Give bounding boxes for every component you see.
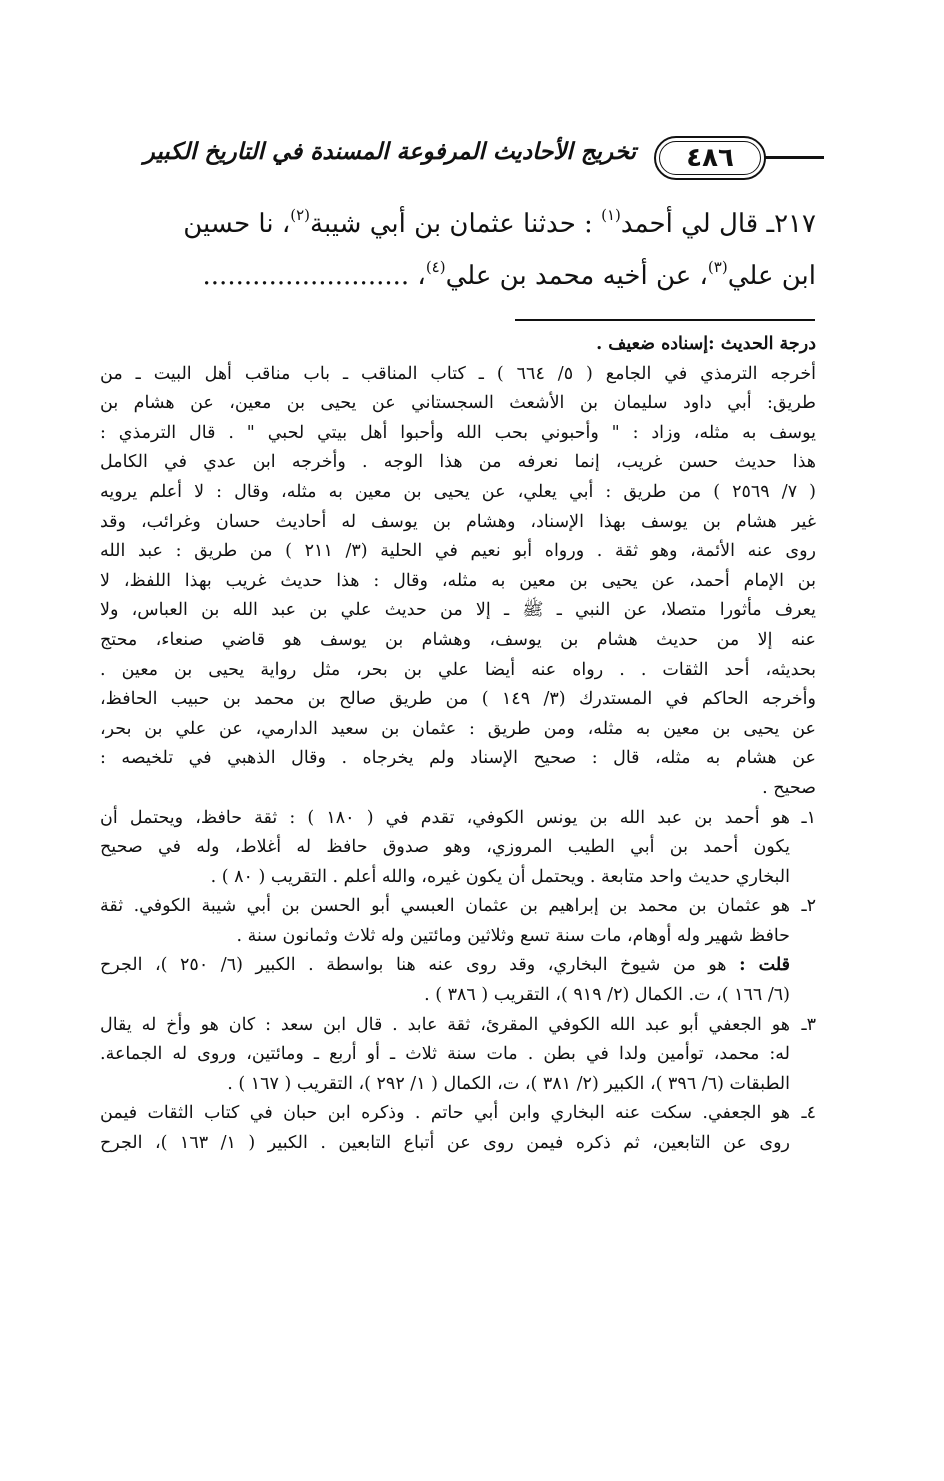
footnote-line: روى عن التابعين، ثم ذكره فيمن روى عن أتباع التابعين . الكبير ( ١/ ١٦٣ )، الجرح xyxy=(100,1133,790,1154)
hadith-line-2 xyxy=(100,250,816,302)
footnote-2 xyxy=(100,892,816,1010)
takhrij-line: هذا حديث حسن غريب، إنما نعرفه من هذا الوجه . وأخرجه ابن عدي في الكامل xyxy=(100,452,816,473)
page-number-badge-inner-border xyxy=(659,141,761,175)
takhrij-line: أخرجه الترمذي في الجامع ( ٥/ ٦٦٤ ) ـ كتاب المناقب ـ باب مناقب أهل البيت ـ من xyxy=(100,363,816,384)
footnote-line: الطبقات (٦/ ٣٩٦ )، الكبير (٢/ ٣٨١ )، ت، الكمال ( ١/ ٢٩٢ )، التقريب ( ١٦٧ ) . xyxy=(227,1073,790,1094)
footnote-3 xyxy=(100,1011,816,1100)
takhrij-line: بحديثه، أحد الثقات . . رواه عنه أيضا علي بن بحر، مثل رواية يحيى بن معين . xyxy=(100,659,816,680)
footnote-1 xyxy=(100,804,816,893)
footnote-4 xyxy=(100,1099,816,1158)
hadith-text-segment: ابن علي xyxy=(727,261,816,291)
takhrij-line: صحيح . xyxy=(762,777,816,798)
takhrij-line: طريق: أبي داود سليمان بن الأشعث السجستاني عن يحيى بن معين، عن هشام بن xyxy=(100,393,816,414)
hadith-text xyxy=(100,198,816,302)
footnote-ref: (١) xyxy=(601,206,621,224)
footnote-ref: (٣) xyxy=(707,258,728,276)
footnote-line: هو الجعفي. سكت عنه البخاري وابن أبي حاتم . وذكره ابن حبان في كتاب الثقات فيمن xyxy=(100,1103,790,1124)
footnote-number: ٢ـ xyxy=(801,896,816,917)
footnote-line: هو الجعفي أبو عبد الله الكوفي المقرئ، ثقة عابد . قال ابن سعد : كان هو وأخ له يقال xyxy=(100,1014,790,1035)
takhrij-line: وأخرجه الحاكم في المستدرك (٣/ ١٤٩ ) من طريق صالح بن محمد بن حبيب الحافظ، xyxy=(100,689,816,710)
running-title: تخريج الأحاديث المرفوعة المسندة في التاريخ الكبير xyxy=(143,138,636,165)
page-number: ٤٨٦ xyxy=(686,143,734,173)
footnote-number: ٣ـ xyxy=(801,1014,816,1035)
footnotes-section xyxy=(100,330,816,1159)
qult-text: هو من شيوخ البخاري، وقد روى عنه هنا بواسطة . الكبير (٦/ ٢٥٠ )، الجرح xyxy=(100,955,727,976)
footnote-line: يكون أحمد بن أبي الطيب المروزي، وهو صدوق حافظ له أغلاط، وله في صحيح xyxy=(100,837,790,858)
footnote-line: (٦/ ١٦٦ )، ت. الكمال (٢/ ٩١٩ )، التقريب ( ٣٨٦ ) . xyxy=(424,985,790,1006)
takhrij-line: يعرف مأثورا متصلا، عن النبي ـ ﷺ ـ إلا من حديث علي بن عبد الله بن العباس، ولا xyxy=(100,600,816,621)
page-header xyxy=(90,128,824,188)
footnote-separator xyxy=(515,319,815,321)
hadith-text-segment: ، ......................... xyxy=(202,261,426,291)
hadith-text-segment: : حدثنا عثمان بن أبي شيبة xyxy=(310,209,602,239)
footnote-line: البخاري حديث واحد متابعة . ويحتمل أن يكون غيره، والله أعلم . التقريب ( ٨٠ ) . xyxy=(210,866,790,887)
footnote-line: له: محمد، توأمين ولدا في بطن . مات سنة ثلاث ـ أو أربع ـ ومائتين، وروى له الجماعة. xyxy=(100,1044,790,1065)
takhrij-line: غير هشام بن يوسف بهذا الإسناد، وهشام بن يوسف له أحاديث حسان وغرائب، وقد xyxy=(100,511,816,532)
hadith-text-segment: ، عن أخيه محمد بن علي xyxy=(445,261,708,291)
takhrij-line: عنه إلا من حديث هشام بن يوسف، وهشام بن يوسف هو قاضي صنعاء، محتج xyxy=(100,629,816,650)
takhrij-line: بن الإمام أحمد، عن يحيى بن معين به مثله، وقال : هذا حديث غريب بهذا اللفظ، لا xyxy=(100,570,816,591)
footnote-line: حافظ شهير وله أوهام، مات سنة تسع وثلاثين ومائتين وله ثلاث وثمانون سنة . xyxy=(236,925,790,946)
page-number-badge xyxy=(654,136,766,180)
takhrij-line: روى عنه الأئمة، وهو ثقة . ورواه أبو نعيم في الحلية (٣/ ٢١١ ) من طريق : عبد الله xyxy=(100,541,816,562)
footnote-number: ١ـ xyxy=(801,807,816,828)
takhrij-line: يوسف به مثله، وزاد : " وأحبوني بحب الله وأحبوا أهل بيتي لحبي " . قال الترمذي : xyxy=(100,422,816,443)
footnote-line: هو عثمان بن محمد بن إبراهيم بن عثمان العبسي أبو الحسن بن أبي شيبة الكوفي. ثقة xyxy=(100,896,790,917)
footnote-ref: (٢) xyxy=(290,206,311,224)
takhrij-line: عن هشام به مثله، قال : صحيح الإسناد ولم يخرجاه . وقال الذهبي في تلخيصه : xyxy=(100,748,816,769)
footnote-qult-line xyxy=(100,951,790,981)
grade-heading: درجة الحديث :إسناده ضعيف . xyxy=(596,334,816,354)
hadith-text-segment: ٢١٧ـ قال لي أحمد xyxy=(620,209,816,239)
takhrij-paragraph xyxy=(100,360,816,804)
takhrij-line: ( ٧/ ٢٥٦٩ ) من طريق : أبي يعلي، عن يحيى بن معين به مثله، وقال : لا أعلم يرويه xyxy=(100,481,816,502)
footnote-line: هو أحمد بن عبد الله بن يونس الكوفي، تقدم في ( ١٨٠ ) : ثقة حافظ، ويحتمل أن xyxy=(100,807,790,828)
hadith-text-segment: ، نا حسين xyxy=(183,209,291,239)
qult-label: قلت : xyxy=(739,955,790,976)
footnote-number: ٤ـ xyxy=(801,1103,816,1124)
hadith-line-1 xyxy=(100,198,816,250)
takhrij-line: عن يحيى بن معين به مثله، ومن طريق : عثمان بن سعيد الدارمي، عن علي بن بحر، xyxy=(100,718,816,739)
footnote-ref: (٤) xyxy=(425,258,446,276)
